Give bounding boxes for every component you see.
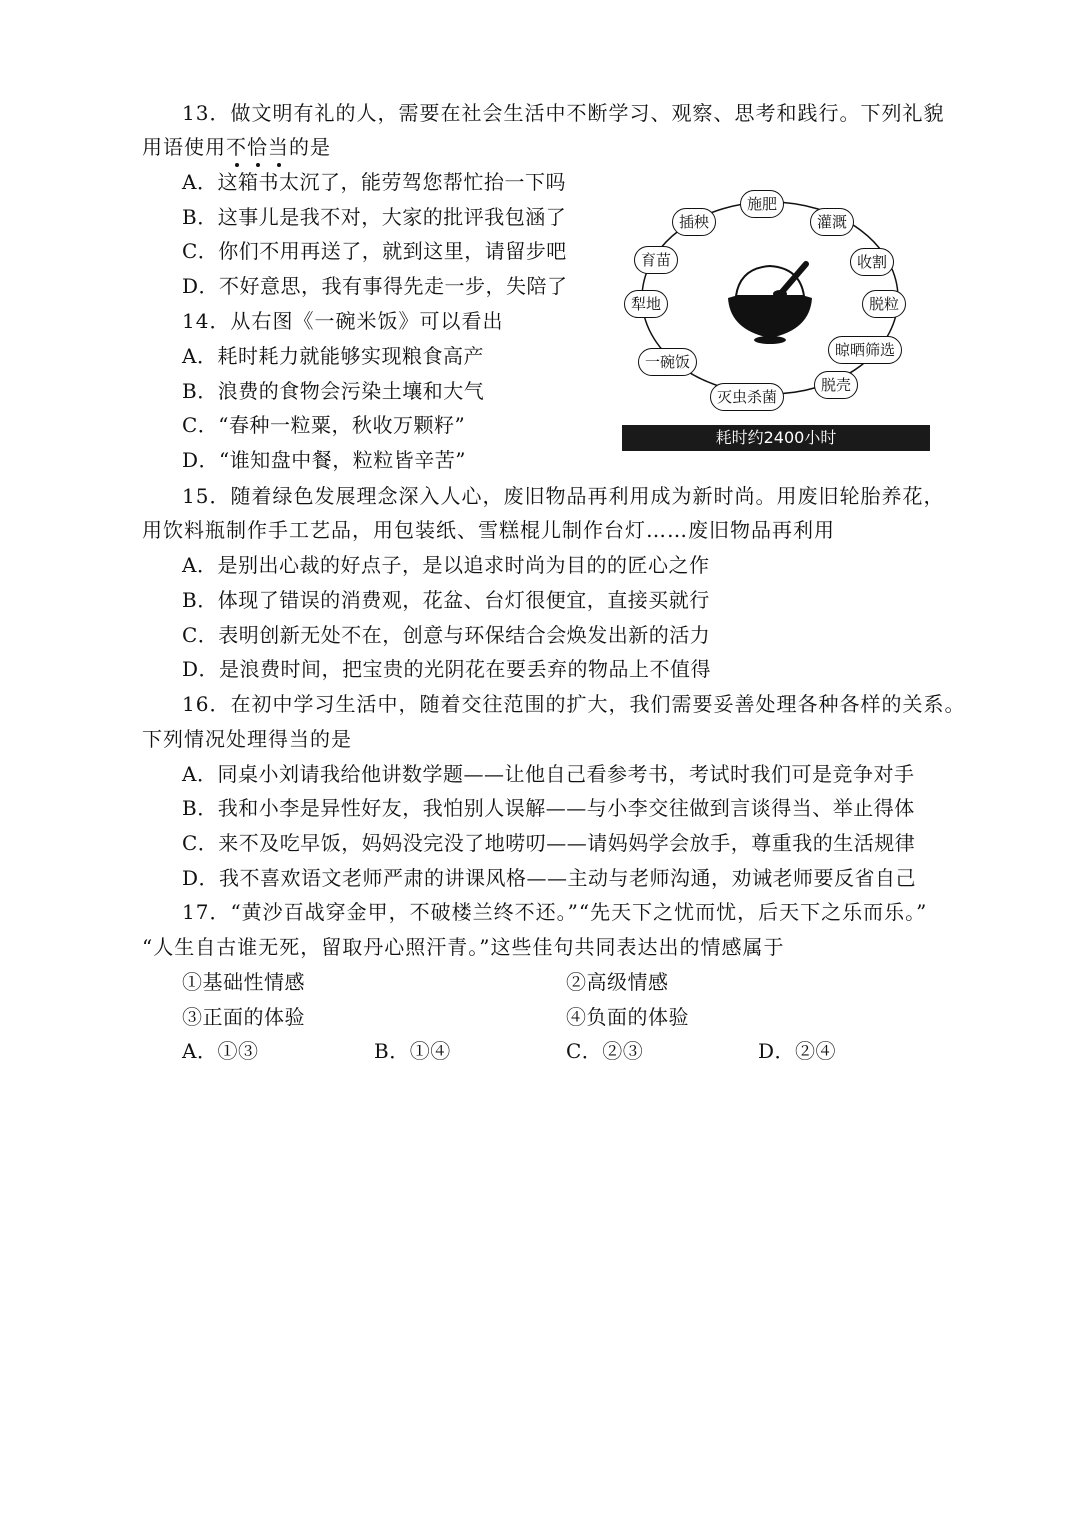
q13-stem-line2 bbox=[142, 132, 331, 162]
bowl-icon bbox=[728, 291, 812, 338]
q17-item-3: ③正面的体验 bbox=[182, 1005, 305, 1029]
q17-stem-line2: “人生自古谁无死，留取丹心照汗青。”这些佳句共同表达出的情感属于 bbox=[142, 935, 785, 959]
q16-option-c: C．来不及吃早饭，妈妈没完没了地唠叨——请妈妈学会放手，尊重我的生活规律 bbox=[182, 831, 916, 855]
step-bowl-of-rice: 一碗饭 bbox=[638, 348, 697, 376]
q17-item-1: ①基础性情感 bbox=[182, 970, 305, 994]
q16-option-d: D．我不喜欢语文老师严肃的讲课风格——主动与老师沟通，劝诫老师要反省自己 bbox=[182, 866, 917, 890]
step-seedling: 育苗 bbox=[634, 246, 678, 274]
q13-emphasis-char-1: 不 bbox=[226, 132, 247, 162]
q13-option-a: A．这箱书太沉了，能劳驾您帮忙抬一下吗 bbox=[182, 170, 566, 194]
q16-stem-line1: 16．在初中学习生活中，随着交往范围的扩大，我们需要妥善处理各种各样的关系。 bbox=[182, 692, 966, 716]
q13-stem-prefix: 用语使用 bbox=[142, 135, 226, 159]
step-harvest: 收割 bbox=[850, 248, 894, 276]
q15-stem-line2: 用饮料瓶制作手工艺品，用包装纸、雪糕棍儿制作台灯……废旧物品再利用 bbox=[142, 518, 835, 542]
q16-option-a: A．同桌小刘请我给他讲数学题——让他自己看参考书，考试时我们可是竞争对手 bbox=[182, 762, 915, 786]
q13-option-d: D．不好意思，我有事得先走一步，失陪了 bbox=[182, 274, 568, 298]
step-drying-screening: 晾晒筛选 bbox=[828, 336, 902, 364]
q16-stem-line2: 下列情况处理得当的是 bbox=[142, 727, 352, 751]
q14-option-b: B．浪费的食物会污染土壤和大气 bbox=[182, 379, 485, 403]
q17-choice-b: B．①④ bbox=[374, 1039, 451, 1063]
rice-bowl-figure bbox=[620, 180, 940, 460]
q17-choice-a: A．①③ bbox=[182, 1039, 259, 1063]
q14-option-d: D．“谁知盘中餐，粒粒皆辛苦” bbox=[182, 448, 466, 472]
q14-stem: 14．从右图《一碗米饭》可以看出 bbox=[182, 309, 504, 333]
q17-stem-line1: 17．“黄沙百战穿金甲，不破楼兰终不还。”“先天下之忧而忧，后天下之乐而乐。” bbox=[182, 900, 928, 924]
q13-stem-line1: 13．做文明有礼的人，需要在社会生活中不断学习、观察、思考和践行。下列礼貌 bbox=[182, 101, 945, 125]
q17-item-4: ④负面的体验 bbox=[566, 1005, 689, 1029]
q15-option-b: B．体现了错误的消费观，花盆、台灯很便宜，直接买就行 bbox=[182, 588, 710, 612]
q16-option-b: B．我和小李是异性好友，我怕别人误解——与小李交往做到言谈得当、举止得体 bbox=[182, 796, 915, 820]
figure-caption: 耗时约2400小时 bbox=[622, 425, 930, 451]
q15-option-a: A．是别出心裁的好点子，是以追求时尚为目的的匠心之作 bbox=[182, 553, 710, 577]
q15-option-c: C．表明创新无处不在，创意与环保结合会焕发出新的活力 bbox=[182, 623, 711, 647]
q13-emphasis-char-3: 当 bbox=[268, 132, 289, 162]
q17-item-2: ②高级情感 bbox=[566, 970, 669, 994]
q15-option-d: D．是浪费时间，把宝贵的光阴花在要丢弃的物品上不值得 bbox=[182, 657, 712, 681]
step-plough: 犁地 bbox=[624, 290, 668, 318]
q13-option-b: B．这事儿是我不对，大家的批评我包涵了 bbox=[182, 205, 567, 229]
step-fertilize: 施肥 bbox=[740, 190, 784, 218]
q14-option-c: C．“春种一粒粟，秋收万颗籽” bbox=[182, 413, 466, 437]
q13-option-c: C．你们不用再送了，就到这里，请留步吧 bbox=[182, 239, 567, 263]
q13-stem-suffix: 的是 bbox=[289, 135, 331, 159]
step-irrigate: 灌溉 bbox=[810, 208, 854, 236]
step-pest-control: 灭虫杀菌 bbox=[710, 383, 784, 411]
step-transplant: 插秧 bbox=[672, 208, 716, 236]
q13-emphasis-char-2: 恰 bbox=[247, 132, 268, 162]
q17-choice-c: C．②③ bbox=[566, 1039, 644, 1063]
q14-option-a: A．耗时耗力就能够实现粮食高产 bbox=[182, 344, 484, 368]
step-threshing: 脱粒 bbox=[862, 290, 906, 318]
step-hulling: 脱壳 bbox=[814, 371, 858, 399]
q17-choice-d: D．②④ bbox=[758, 1039, 837, 1063]
q15-stem-line1: 15．随着绿色发展理念深入人心，废旧物品再利用成为新时尚。用废旧轮胎养花， bbox=[182, 484, 945, 508]
